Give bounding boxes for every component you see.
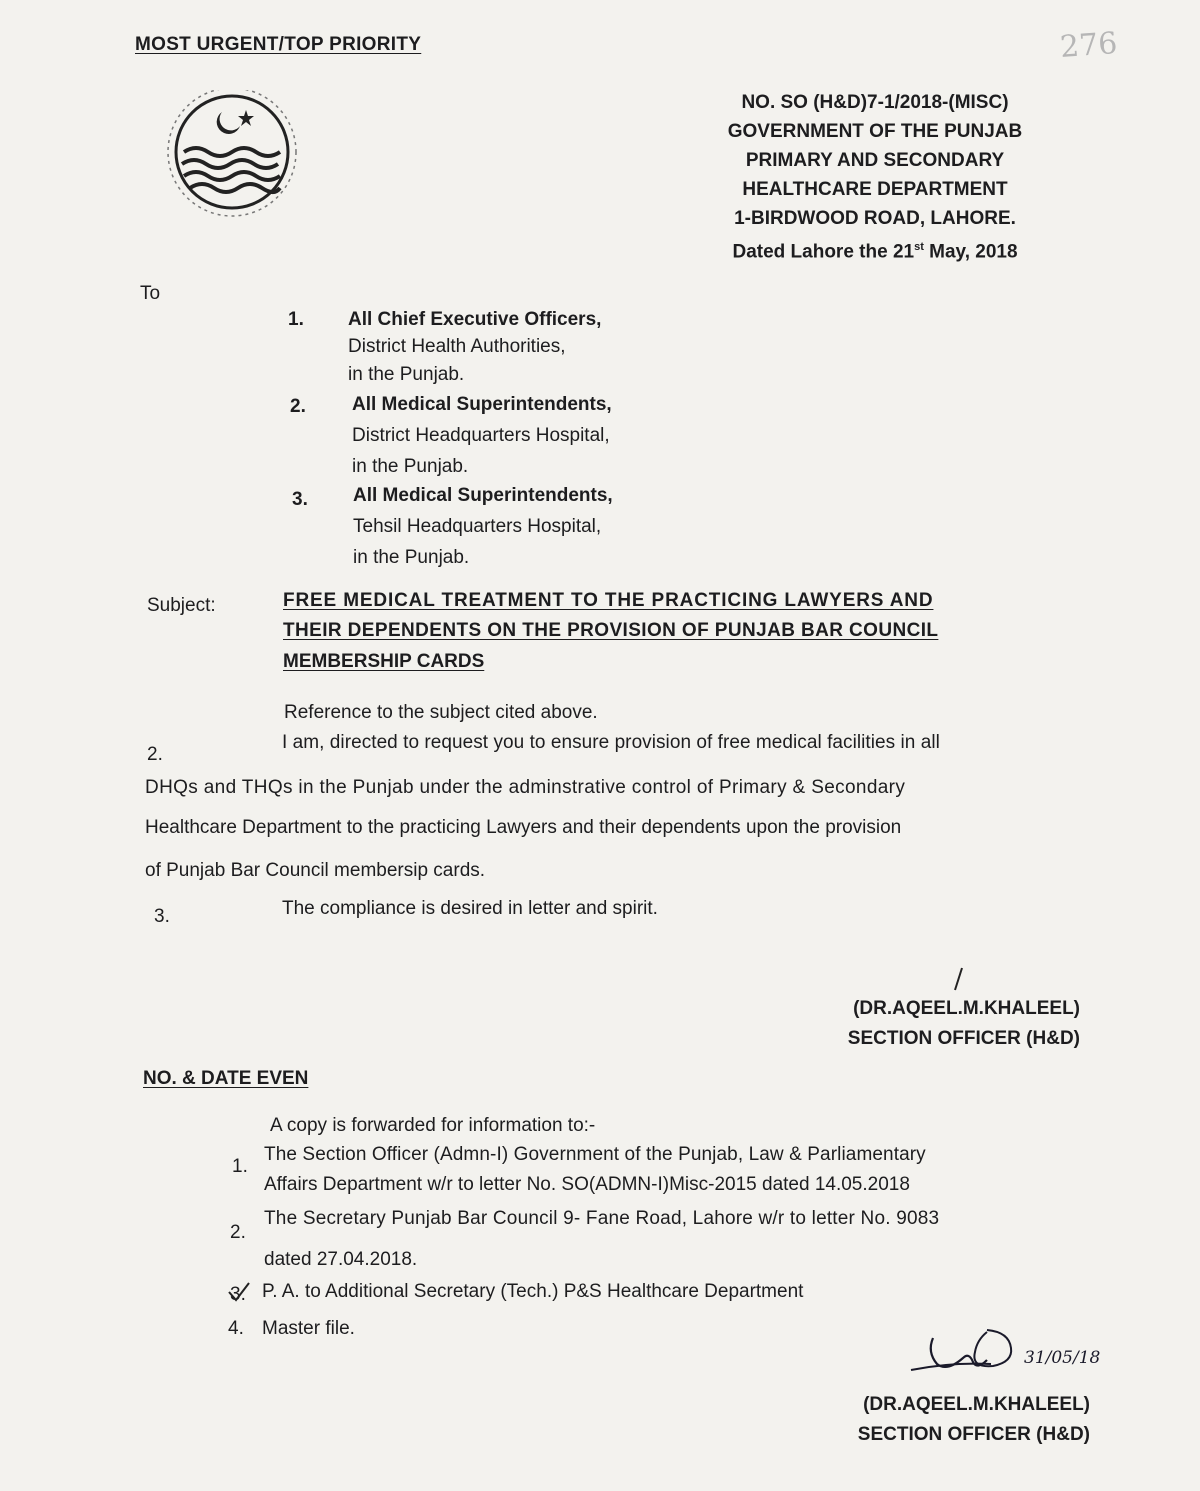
paragraph-2-line-2: DHQs and THQs in the Punjab under the adminstrative control of Primary & Secondary [145,777,906,798]
paragraph-2-line-1: I am, directed to request you to ensure provision of free medical facilities in all [282,732,940,753]
signatory-designation: SECTION OFFICER (H&D) [857,1424,1090,1445]
list-item: Affairs Department w/r to letter No. SO(ADMN-I)Misc-2015 dated 14.05.2018 [264,1174,910,1195]
signatory-designation: SECTION OFFICER (H&D) [847,1028,1080,1049]
list-item-number: 1. [232,1156,248,1177]
recipient-title: All Chief Executive Officers, [348,309,602,330]
subject-line-3: MEMBERSHIP CARDS [283,651,485,672]
government-name: GOVERNMENT OF THE PUNJAB [727,121,1023,142]
paragraph-3-number: 3. [154,906,170,927]
signature-mark-icon [950,966,966,992]
list-item: Master file. [262,1318,355,1339]
copy-intro: A copy is forwarded for information to:- [270,1115,596,1136]
recipient-line: in the Punjab. [352,456,469,477]
list-item-number: 4. [228,1318,244,1339]
file-number: NO. SO (H&D)7-1/2018-(MISC) [741,92,1009,113]
letter-date: Dated Lahore the 21st May, 2018 [732,241,1018,263]
department-line-1: PRIMARY AND SECONDARY [745,150,1005,171]
department-address: 1-BIRDWOOD ROAD, LAHORE. [734,208,1016,229]
recipient-line: in the Punjab. [353,547,470,568]
recipient-number: 2. [290,396,306,417]
letterhead [680,88,1070,266]
recipient-title: All Medical Superintendents, [353,485,613,506]
paragraph-2-line-3: Healthcare Department to the practicing Lawyers and their dependents upon the provision [145,817,902,838]
priority-heading: MOST URGENT/TOP PRIORITY [135,34,422,55]
signatory-name: (DR.AQEEL.M.KHALEEL) [853,998,1080,1019]
punjab-government-seal-icon [150,90,300,225]
recipient-line: District Health Authorities, [348,336,566,357]
paragraph-2-line-4: of Punjab Bar Council membersip cards. [145,860,486,881]
paragraph-2-number: 2. [147,744,163,765]
department-line-2: HEALTHCARE DEPARTMENT [742,179,1008,200]
checkmark-icon [226,1280,252,1306]
reference-line: Reference to the subject cited above. [284,702,598,723]
list-item-number: 3. [230,1284,246,1305]
file-stamp-number: 276 [1058,26,1119,65]
subject-line-1: FREE MEDICAL TREATMENT TO THE PRACTICING LAWYERS AND [283,590,934,611]
signature-date: 31/05/18 [1024,1348,1101,1368]
recipient-number: 1. [288,309,304,330]
handwritten-signature-icon [905,1326,1025,1380]
signatory-name: (DR.AQEEL.M.KHALEEL) [863,1394,1090,1415]
list-item: P. A. to Additional Secretary (Tech.) P&S Healthcare Department [262,1281,804,1302]
list-item-number: 2. [230,1222,246,1243]
to-label: To [140,283,161,304]
list-item: The Secretary Punjab Bar Council 9- Fane Road, Lahore w/r to letter No. 9083 [264,1208,940,1229]
paragraph-3-text: The compliance is desired in letter and spirit. [282,898,658,919]
signature-block-2 [770,1390,1090,1450]
recipient-line: District Headquarters Hospital, [352,425,610,446]
subject-line-2: THEIR DEPENDENTS ON THE PROVISION OF PUNJAB BAR COUNCIL [283,620,939,641]
recipient-line: in the Punjab. [348,364,465,385]
recipient-title: All Medical Superintendents, [352,394,612,415]
recipient-number: 3. [292,489,308,510]
subject-label: Subject: [147,595,216,616]
list-item: The Section Officer (Admn-I) Government of the Punjab, Law & Parliamentary [264,1144,926,1165]
signature-block-1 [760,994,1080,1054]
list-item: dated 27.04.2018. [264,1249,418,1270]
copy-heading: NO. & DATE EVEN [143,1068,309,1089]
recipient-line: Tehsil Headquarters Hospital, [353,516,602,537]
